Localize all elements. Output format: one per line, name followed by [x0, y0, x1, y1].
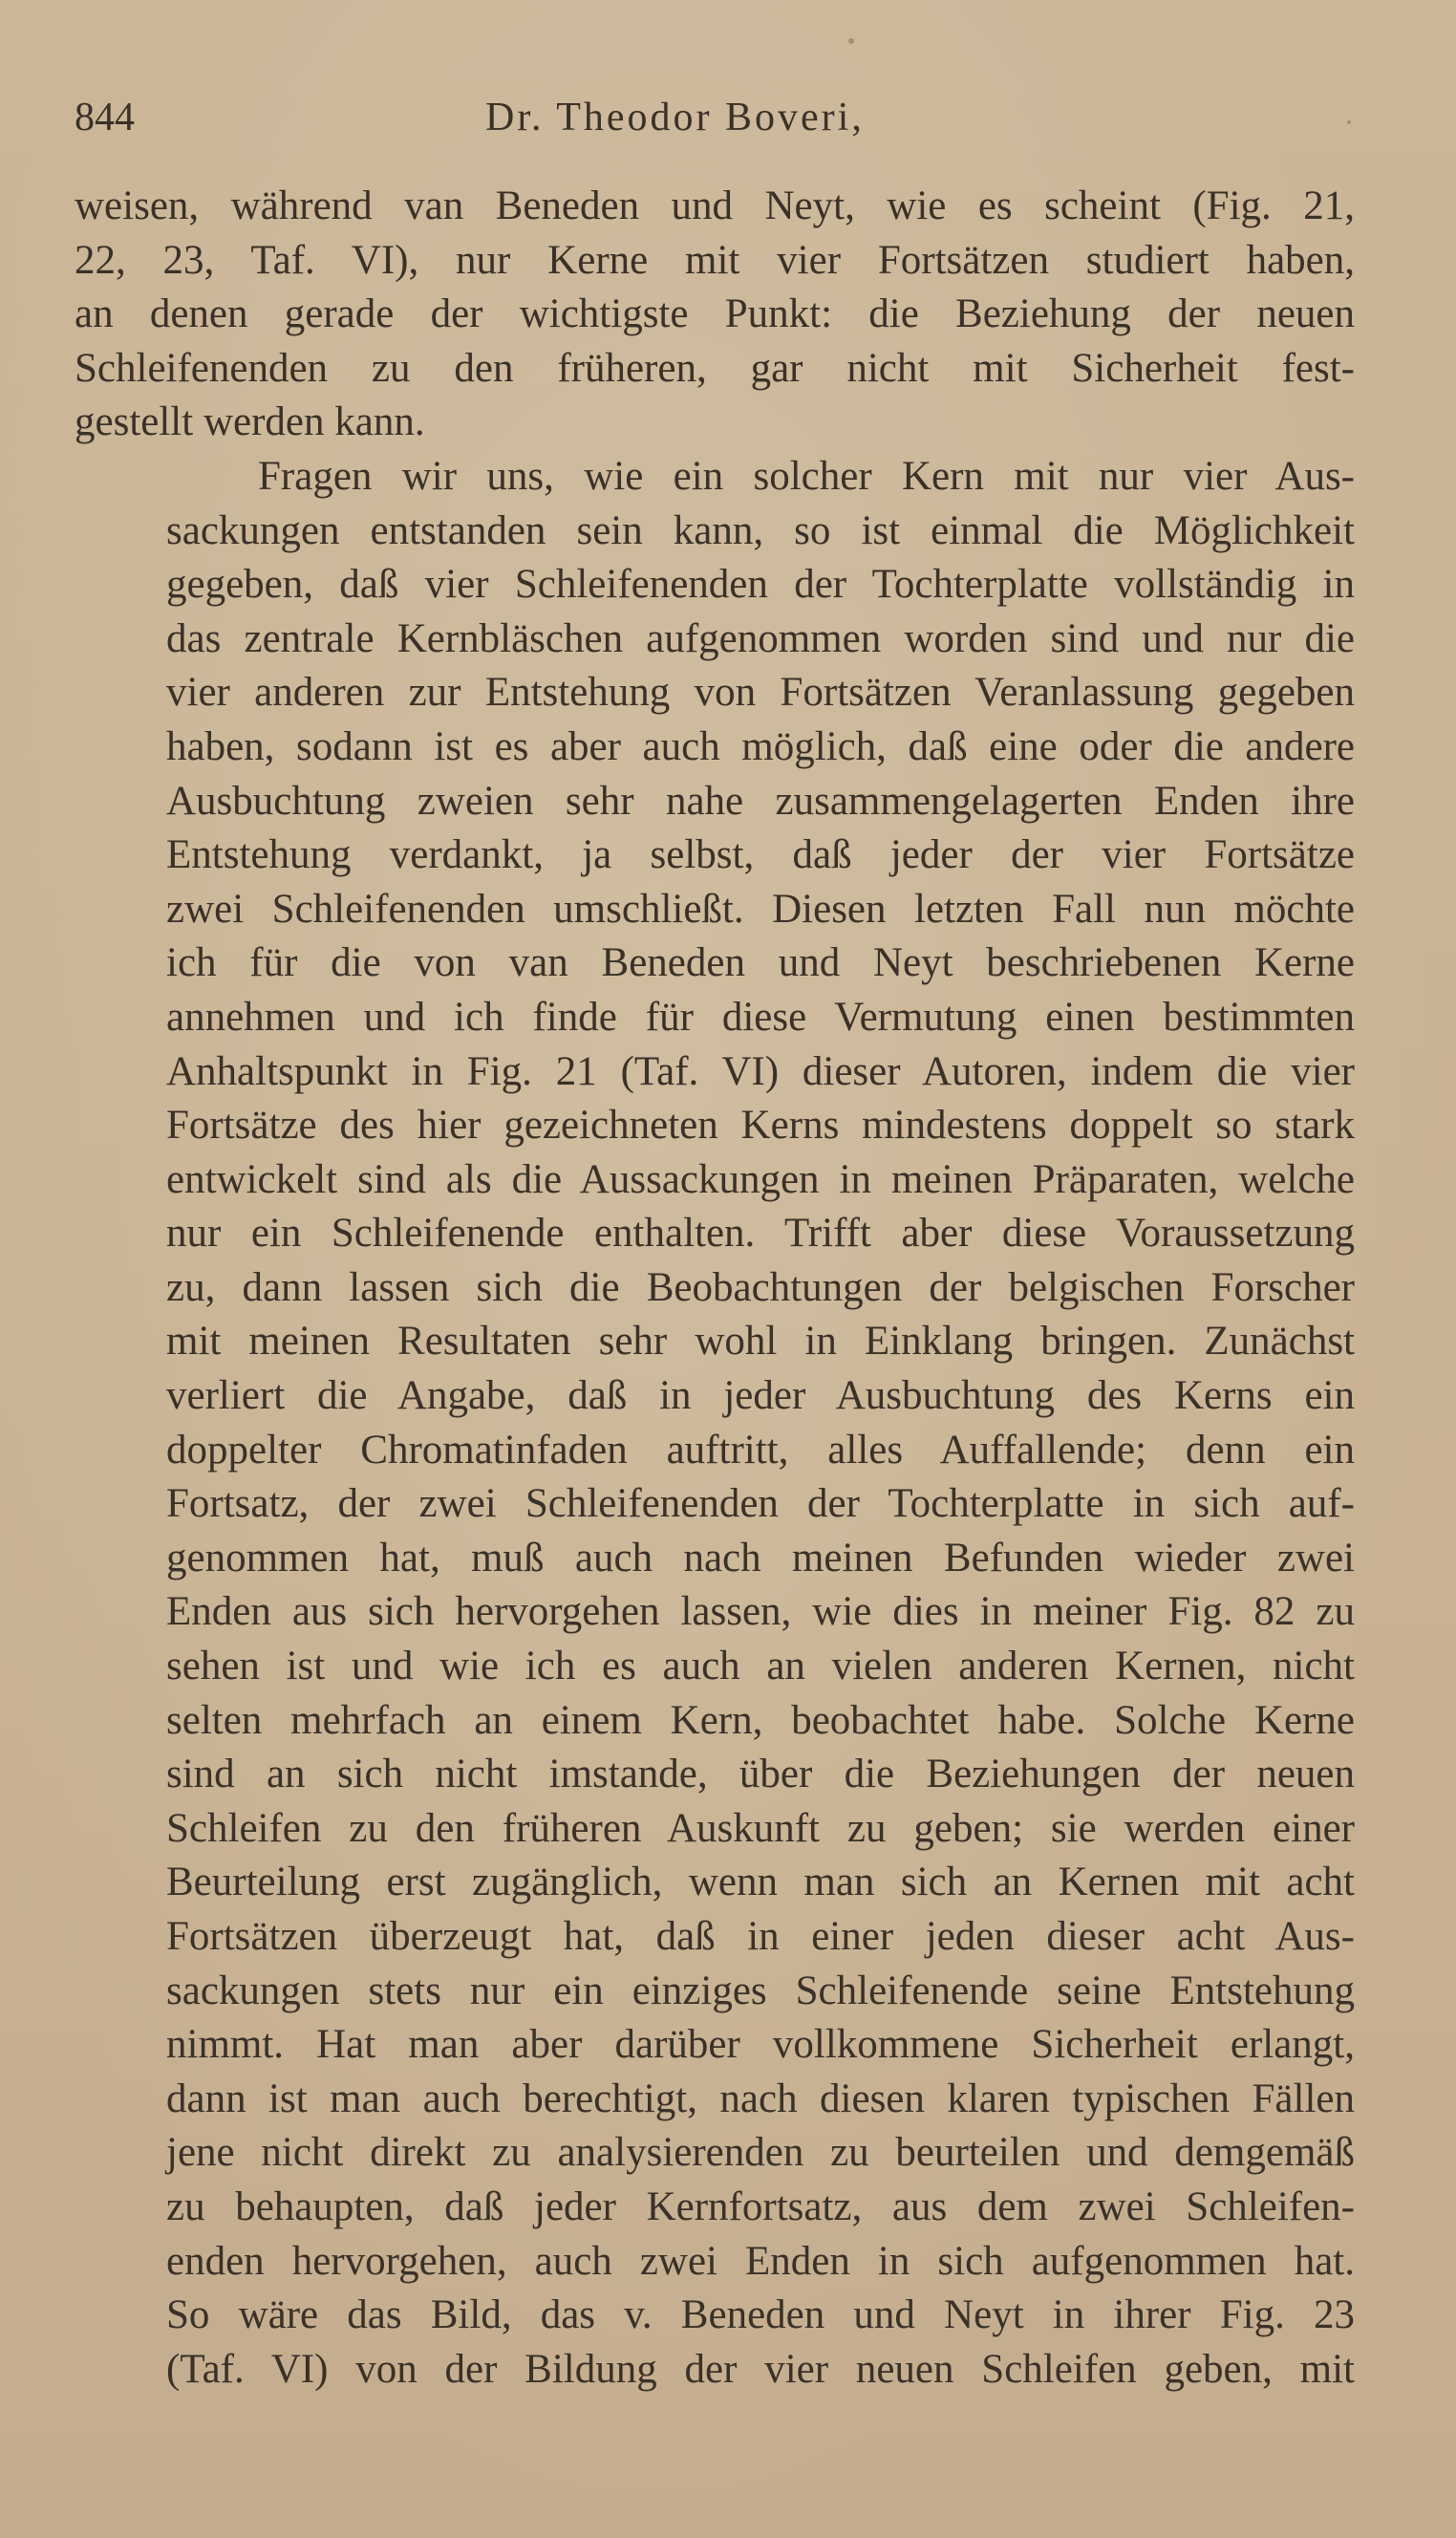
running-head: [75, 84, 1355, 151]
text-line: sind an sich nicht imstande, über die Beziehungen der neuen: [166, 1752, 1355, 1797]
text-line: zu, dann lassen sich die Beobachtungen der belgischen Forscher: [166, 1264, 1355, 1310]
paragraph-2: [75, 450, 1355, 2397]
text-line: Schleifenenden zu den früheren, gar nicht mit Sicherheit fest-: [75, 345, 1355, 391]
running-title: Dr. Theodor Boveri,: [485, 96, 865, 140]
body-text: [75, 180, 1355, 2397]
text-line: jene nicht direkt zu analysierenden zu beurteilen und demgemäß: [166, 2130, 1355, 2176]
page-number: 844: [75, 96, 135, 140]
text-line: gegeben, daß vier Schleifenenden der Tochterplatte vollständig in: [166, 562, 1355, 608]
text-line: So wäre das Bild, das v. Beneden und Neyt in ihrer Fig. 23: [166, 2292, 1355, 2338]
text-line: ich für die von van Beneden und Neyt beschriebenen Kerne: [166, 940, 1355, 986]
text-line: genommen hat, muß auch nach meinen Befunden wieder zwei: [166, 1535, 1355, 1581]
text-line: Schleifen zu den früheren Auskunft zu geben; sie werden einer: [166, 1805, 1355, 1851]
text-line: Entstehung verdankt, ja selbst, daß jeder der vier Fortsätze: [166, 832, 1355, 878]
text-line: sehen ist und wie ich es auch an vielen anderen Kernen, nicht: [166, 1644, 1355, 1689]
text-line: verliert die Angabe, daß in jeder Ausbuchtung des Kerns ein: [166, 1373, 1355, 1419]
text-line: Fortsätzen überzeugt hat, daß in einer jeden dieser acht Aus-: [166, 1914, 1355, 1959]
text-line: doppelter Chromatinfaden auftritt, alles Auffallende; denn ein: [166, 1427, 1355, 1473]
text-line: nimmt. Hat man aber darüber vollkommene Sicherheit erlangt,: [166, 2022, 1355, 2068]
text-line: Ausbuchtung zweien sehr nahe zusammengelagerten Enden ihre: [166, 778, 1355, 824]
text-line: vier anderen zur Entstehung von Fortsätzen Veranlassung gegeben: [166, 670, 1355, 716]
text-line: annehmen und ich finde für diese Vermutung einen bestimmten: [166, 994, 1355, 1040]
text-line: Anhaltspunkt in Fig. 21 (Taf. VI) dieser Autoren, indem die vier: [166, 1048, 1355, 1094]
text-line: gestellt werden kann.: [75, 399, 425, 445]
text-line: zwei Schleifenenden umschließt. Diesen letzten Fall nun möchte: [166, 886, 1355, 932]
text-line: das zentrale Kernbläschen aufgenommen worden sind und nur die: [166, 615, 1355, 661]
text-line: Enden aus sich hervorgehen lassen, wie dies in meiner Fig. 82 zu: [166, 1589, 1355, 1635]
text-line: haben, sodann ist es aber auch möglich, daß eine oder die andere: [166, 723, 1355, 769]
text-line: an denen gerade der wichtigste Punkt: die Beziehung der neuen: [75, 291, 1355, 337]
text-line: dann ist man auch berechtigt, nach diesen klaren typischen Fällen: [166, 2076, 1355, 2121]
text-line: mit meinen Resultaten sehr wohl in Einklang bringen. Zunächst: [166, 1319, 1355, 1365]
text-line: Fortsätze des hier gezeichneten Kerns mindestens doppelt so stark: [166, 1103, 1355, 1149]
text-line: Beurteilung erst zugänglich, wenn man sich an Kernen mit acht: [166, 1860, 1355, 1905]
text-line: Fragen wir uns, wie ein solcher Kern mit nur vier Aus-: [258, 453, 1355, 499]
text-line: enden hervorgehen, auch zwei Enden in sich aufgenommen hat.: [166, 2238, 1355, 2284]
paper-speck: [1347, 120, 1351, 124]
text-line: selten mehrfach an einem Kern, beobachtet habe. Solche Kerne: [166, 1697, 1355, 1743]
text-line: (Taf. VI) von der Bildung der vier neuen Schleifen geben, mit: [166, 2346, 1355, 2392]
text-line: sackungen entstanden sein kann, so ist einmal die Möglichkeit: [166, 507, 1355, 553]
text-line: Fortsatz, der zwei Schleifenenden der Tochterplatte in sich auf-: [166, 1481, 1355, 1527]
text-line: zu behaupten, daß jeder Kernfortsatz, aus dem zwei Schleifen-: [166, 2183, 1355, 2229]
paper-speck: [848, 38, 854, 44]
text-line: nur ein Schleifenende enthalten. Trifft aber diese Voraussetzung: [166, 1211, 1355, 1257]
paragraph-1: [75, 180, 1355, 450]
text-line: entwickelt sind als die Aussackungen in meinen Präparaten, welche: [166, 1156, 1355, 1202]
text-line: 22, 23, Taf. VI), nur Kerne mit vier Fortsätzen studiert haben,: [75, 237, 1355, 283]
text-line: sackungen stets nur ein einziges Schleifenende seine Entstehung: [166, 1968, 1355, 2013]
text-line: weisen, während van Beneden und Neyt, wie es scheint (Fig. 21,: [75, 183, 1355, 228]
